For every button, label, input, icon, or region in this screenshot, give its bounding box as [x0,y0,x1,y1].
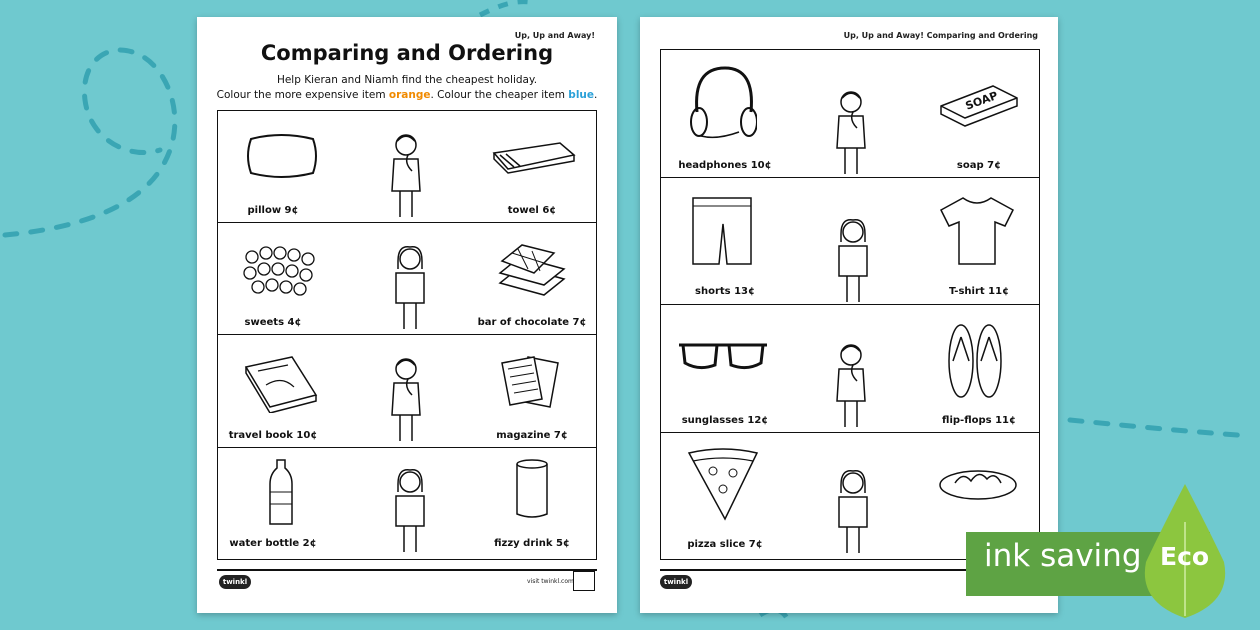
girl-icon [388,243,432,331]
page-header: Up, Up and Away! [514,31,595,40]
comparison-grid [660,49,1040,560]
eco-badge-label: Eco [1160,542,1210,571]
chocolate-bar-icon [494,243,566,301]
table-row [218,335,596,448]
pillow-icon [245,131,319,181]
worksheet-page-1 [197,17,617,613]
travel-book-icon [242,355,320,413]
sunglasses-icon [677,341,769,371]
magazine-icon [498,353,564,409]
ink-saving-label: ink saving [984,538,1142,574]
soap-bar-icon [937,80,1021,128]
item-label-left: pizza slice 7¢ [687,539,763,550]
item-label-right: magazine 7¢ [496,430,568,441]
quality-badge-icon [573,571,595,591]
blue-word: blue [568,89,595,101]
girl-icon [831,467,875,555]
twinkl-logo: twinkl [660,575,692,589]
item-label-right: bar of chocolate 7¢ [477,317,587,328]
footer-divider [217,569,597,571]
water-bottle-icon [268,458,294,528]
t-shirt-icon [939,194,1015,268]
item-label-left: sunglasses 12¢ [681,415,769,426]
item-label-left: pillow 9¢ [247,205,299,216]
item-label-right: flip-flops 11¢ [942,415,1016,426]
table-row [218,223,596,335]
salad-plate-icon [937,463,1019,501]
table-row [218,448,596,558]
flip-flops-icon [945,321,1005,401]
item-label-right: fizzy drink 5¢ [494,538,570,549]
sweets-icon [242,243,322,303]
page-header: Up, Up and Away! Comparing and Ordering [843,31,1038,40]
item-label-left: headphones 10¢ [678,160,772,171]
girl-icon [831,216,875,304]
girl-icon [388,466,432,554]
footer-visit-text: visit twinkl.com [527,578,574,585]
headphones-icon [687,62,757,142]
towel-icon [490,139,576,175]
worksheet-page-2 [640,17,1058,613]
boy-thinking-icon [386,355,430,443]
item-label-left: shorts 13¢ [695,286,755,297]
item-label-right: soap 7¢ [956,160,1002,171]
item-label-left: water bottle 2¢ [229,538,317,549]
boy-thinking-icon [831,341,875,429]
table-row [661,305,1039,433]
table-row [661,50,1039,178]
page-title: Comparing and Ordering [260,41,554,65]
item-label-right: towel 6¢ [507,205,557,216]
comparison-grid [217,110,597,560]
orange-word: orange [388,89,431,101]
boy-thinking-icon [386,131,430,219]
item-label-left: sweets 4¢ [244,317,302,328]
soap-text: SOAP [963,88,1000,113]
item-label-right: T-shirt 11¢ [948,286,1010,297]
instruction-line-1: Help Kieran and Niamh find the cheapest holiday. [276,74,538,86]
twinkl-logo: twinkl [219,575,251,589]
pizza-slice-icon [685,447,761,523]
boy-thinking-icon [831,88,875,176]
table-row [661,178,1039,305]
item-label-left: travel book 10¢ [228,430,318,441]
fizzy-drink-can-icon [514,458,550,520]
table-row [218,111,596,223]
shorts-icon [689,194,755,268]
instruction-line-2: Colour the more expensive item orange. Colour the cheaper item blue. [216,89,598,101]
